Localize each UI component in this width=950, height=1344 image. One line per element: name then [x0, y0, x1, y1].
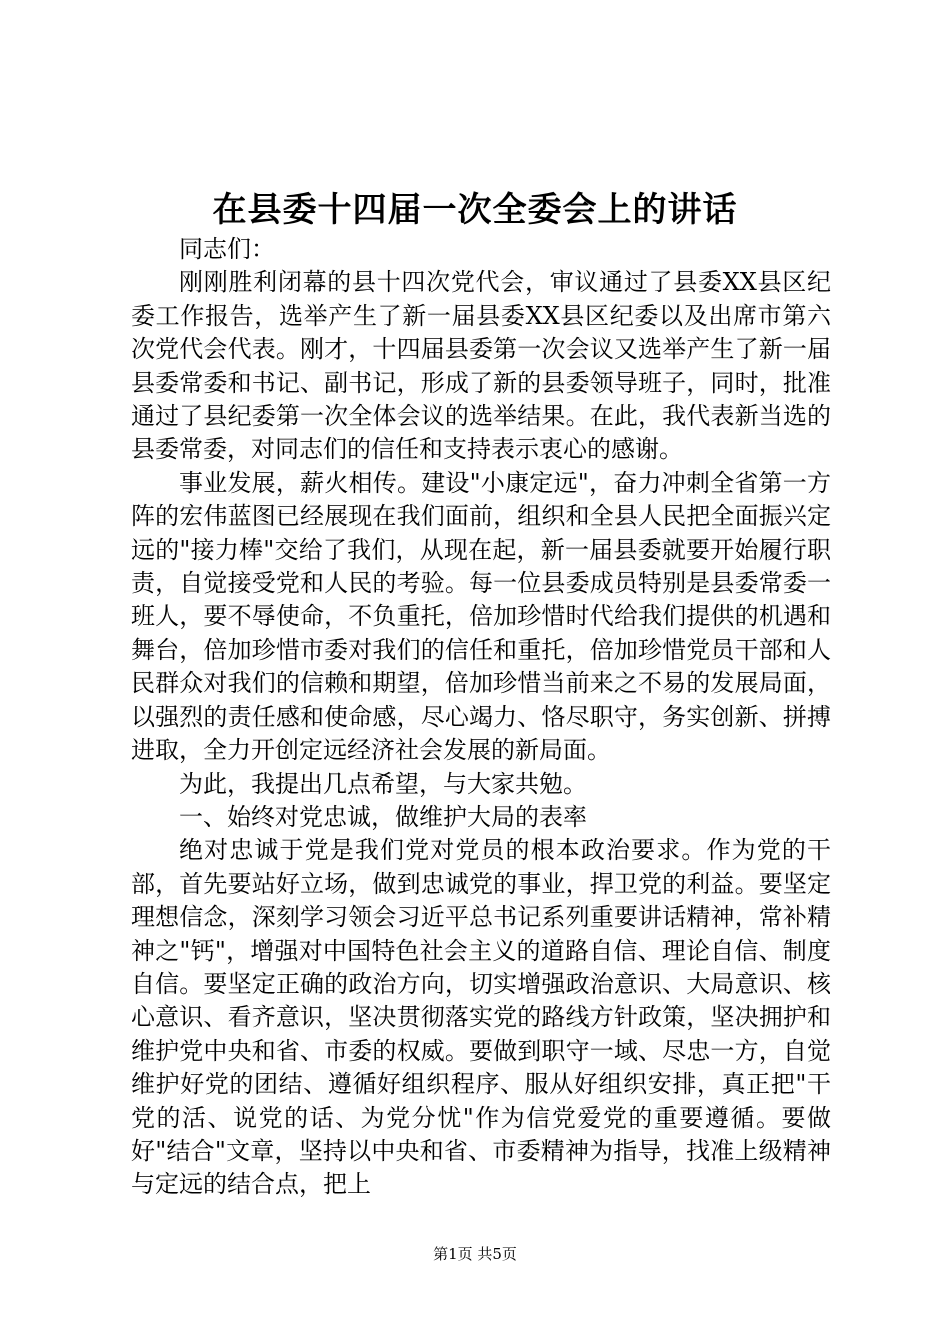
paragraph-mission: 事业发展，薪火相传。建设"小康定远"，奋力冲刺全省第一方阵的宏伟蓝图已经展现在我们面前，组织和全县人民把全面振兴定远的"接力棒"交给了我们，从现在起，新一届县委就要开始履行职责，自觉接受党和人民的考验。每一位县委成员特别是县委常委一班人，要不辱使命，不负重托，倍加珍惜时代给我们提供的机遇和舞台，倍加珍惜市委对我们的信任和重托，倍加珍惜党员干部和人民群众对我们的信赖和期望，倍加珍惜当前来之不易的发展局面，以强烈的责任感和使命感，尽心竭力、恪尽职守，务实创新、拼搏进取，全力开创定远经济社会发展的新局面。 [131, 468, 831, 765]
document-body [131, 233, 831, 1202]
paragraph-loyalty: 绝对忠诚于党是我们党对党员的根本政治要求。作为党的干部，首先要站好立场，做到忠诚党的事业，捍卫党的利益。要坚定理想信念，深刻学习领会习近平总书记系列重要讲话精神，常补精神之"钙"，增强对中国特色社会主义的道路自信、理论自信、制度自信。要坚定正确的政治方向，切实增强政治意识、大局意识、核心意识、看齐意识，坚决贯彻落实党的路线方针政策，坚决拥护和维护党中央和省、市委的权威。要做到职守一域、尽忠一方，自觉维护好党的团结、遵循好组织程序、服从好组织安排，真正把"干党的活、说党的话、为党分忧"作为信党爱党的重要遵循。要做好"结合"文章，坚持以中央和省、市委精神为指导，找准上级精神与定远的结合点，把上 [131, 836, 831, 1199]
section-heading-1: 一、始终对党忠诚，做维护大局的表率 [179, 802, 587, 831]
salutation: 同志们： [179, 235, 275, 263]
page-footer: 第1页 共5页 [433, 1245, 517, 1263]
paragraph-opening: 刚刚胜利闭幕的县十四次党代会，审议通过了县委XX县区纪委工作报告，选举产生了新一届县委XX县区纪委以及出席市第六次党代会代表。刚才，十四届县委第一次会议又选举产生了新一届县委常委和书记、副书记，形成了新的县委领导班子，同时，批准通过了县纪委第一次全体会议的选举结果。在此，我代表新当选的县委常委，对同志们的信任和支持表示衷心的感谢。 [131, 268, 831, 464]
document-title: 在县委十四届一次全委会上的讲话 [212, 190, 738, 230]
paragraph-hopes: 为此，我提出几点希望，与大家共勉。 [179, 769, 587, 798]
